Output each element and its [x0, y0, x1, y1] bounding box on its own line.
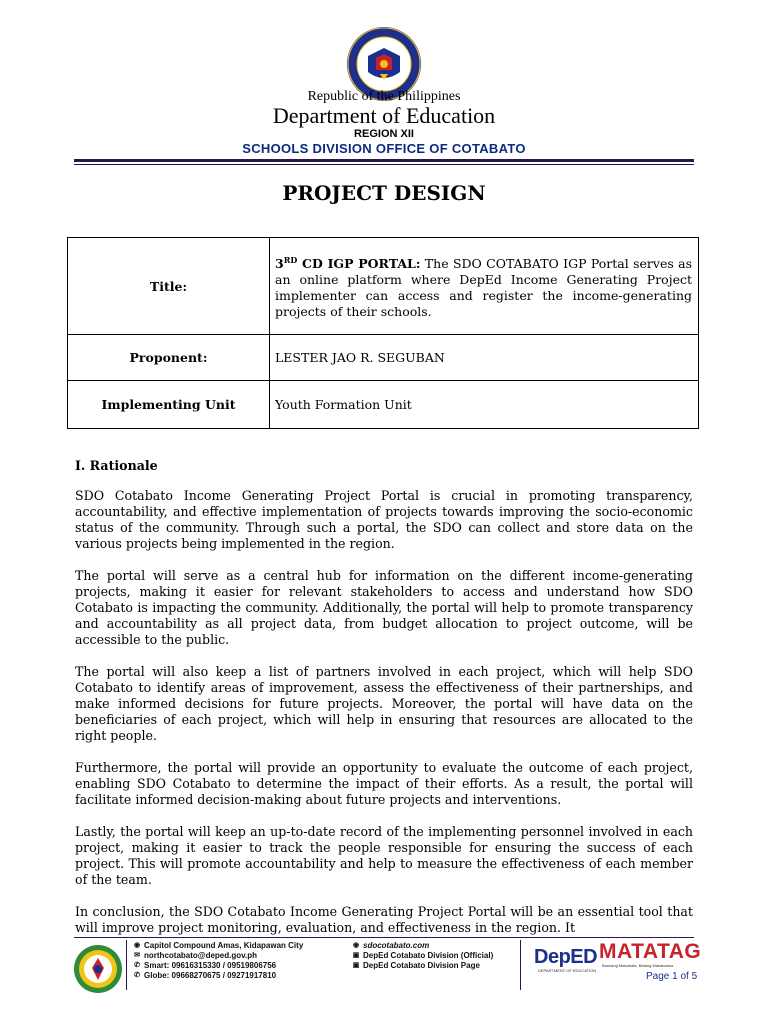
title-superscript: RD	[283, 254, 298, 265]
email-link[interactable]: northcotabato@deped.gov.ph	[144, 951, 257, 960]
paragraph: The portal will also keep a list of partners involved in each project, which will help SDO Cotabato to identify areas of improvement, assess the effectiveness of their partnerships, and make informed decisions for future projects. Moreover, the portal will have data on the beneficiaries of each project, which will help in ensuring that resources are allocated to the right people.	[75, 664, 693, 743]
deped-logo: DepED	[534, 946, 598, 968]
website-row[interactable]	[352, 941, 493, 951]
paragraph: The portal will serve as a central hub for information on the different income-generating projects, making it easier for relevant stakeholders to access and understand how SDO Cotabato is impacting the community. Additionally, the portal will help to promote transparency and accountability as all project data, from budget allocation to project outcome, will be accessible to the public.	[75, 568, 693, 647]
globe-icon: ◉	[352, 942, 360, 949]
globe-row	[133, 971, 303, 981]
table-row	[68, 381, 699, 429]
title-description: The SDO COTABATO IGP Portal serves as an online platform where DepEd Income Generating Project implementer can access and register the income-generating projects of their schools.	[275, 256, 692, 320]
page-number: Page 1 of 5	[646, 971, 698, 982]
paragraph: Lastly, the portal will keep an up-to-date record of the implementing personnel involved in each project, making it easier to track the people responsible for ensuring the success of each project. This will promote accountability and help to measure the effectiveness of each member of the team.	[75, 824, 693, 887]
address-row	[133, 941, 303, 951]
deped-logo-subtitle: DEPARTMENT OF EDUCATION	[538, 968, 597, 973]
website-link[interactable]: sdocotabato.com	[363, 941, 430, 950]
header-rule	[74, 159, 694, 162]
contact-column	[133, 941, 303, 981]
project-info-table	[67, 237, 699, 429]
rationale-section	[75, 458, 693, 952]
department-name: Department of Education	[272, 103, 496, 128]
facebook-icon: ▣	[352, 962, 360, 969]
location-icon: ◉	[133, 942, 141, 949]
footer-separator	[520, 940, 521, 990]
smart-number: Smart: 09616315330 / 09519806756	[144, 961, 277, 970]
title-value	[270, 238, 699, 335]
header-rule-thin	[74, 164, 694, 165]
footer-separator	[126, 940, 127, 990]
phone-icon: ✆	[134, 962, 140, 969]
unit-value: Youth Formation Unit	[270, 381, 699, 429]
email-row[interactable]	[133, 951, 303, 961]
table-row	[68, 238, 699, 335]
matatag-tagline: Bansang Makabata, Batang Makabansa	[602, 963, 674, 968]
paragraph: SDO Cotabato Income Generating Project Portal is crucial in promoting transparency, accountability, and effective implementation of projects towards improving the socio-economic status of the community. Through such a portal, the SDO can collect and store data on the various projects being implemented in the region.	[75, 488, 693, 551]
address-text: Capitol Compound Amas, Kidapawan City	[144, 941, 304, 950]
proponent-label: Proponent:	[68, 335, 270, 381]
division-name: SCHOOLS DIVISION OFFICE OF COTABATO	[242, 141, 526, 156]
facebook-official-link[interactable]: DepEd Cotabato Division (Official)	[363, 951, 494, 960]
unit-label: Implementing Unit	[68, 381, 270, 429]
paragraph: Furthermore, the portal will provide an opportunity to evaluate the outcome of each project, enabling SDO Cotabato to determine the impact of their efforts. As a result, the portal will facilitate informed decision-making about future projects and interventions.	[75, 760, 693, 807]
facebook-icon: ▣	[352, 952, 360, 959]
facebook-official-row[interactable]	[352, 951, 493, 961]
region-name: REGION XII	[354, 128, 414, 140]
republic-line: Republic of the Philippines	[307, 89, 461, 104]
globe-number: Globe: 09668270675 / 09271917810	[144, 971, 277, 980]
paragraph: In conclusion, the SDO Cotabato Income Generating Project Portal will be an essential tool that will improve project monitoring, evaluation, and effectiveness in the region. It	[75, 904, 693, 935]
section-heading: I. Rationale	[75, 458, 158, 473]
facebook-page-link[interactable]: DepEd Cotabato Division Page	[363, 961, 480, 970]
document-title: PROJECT DESIGN	[282, 181, 486, 205]
table-row	[68, 335, 699, 381]
phone-icon: ✆	[134, 972, 140, 979]
online-column	[352, 941, 493, 971]
smart-row	[133, 961, 303, 971]
proponent-value: LESTER JAO R. SEGUBAN	[270, 335, 699, 381]
facebook-page-row[interactable]	[352, 961, 493, 971]
mail-icon: ✉	[134, 952, 140, 959]
title-number: 3	[275, 256, 284, 272]
division-logo	[73, 944, 123, 994]
title-label: Title:	[68, 238, 270, 335]
matatag-logo: MATATAG	[599, 940, 702, 963]
footer	[0, 938, 768, 998]
title-bold: CD IGP PORTAL:	[297, 256, 421, 272]
